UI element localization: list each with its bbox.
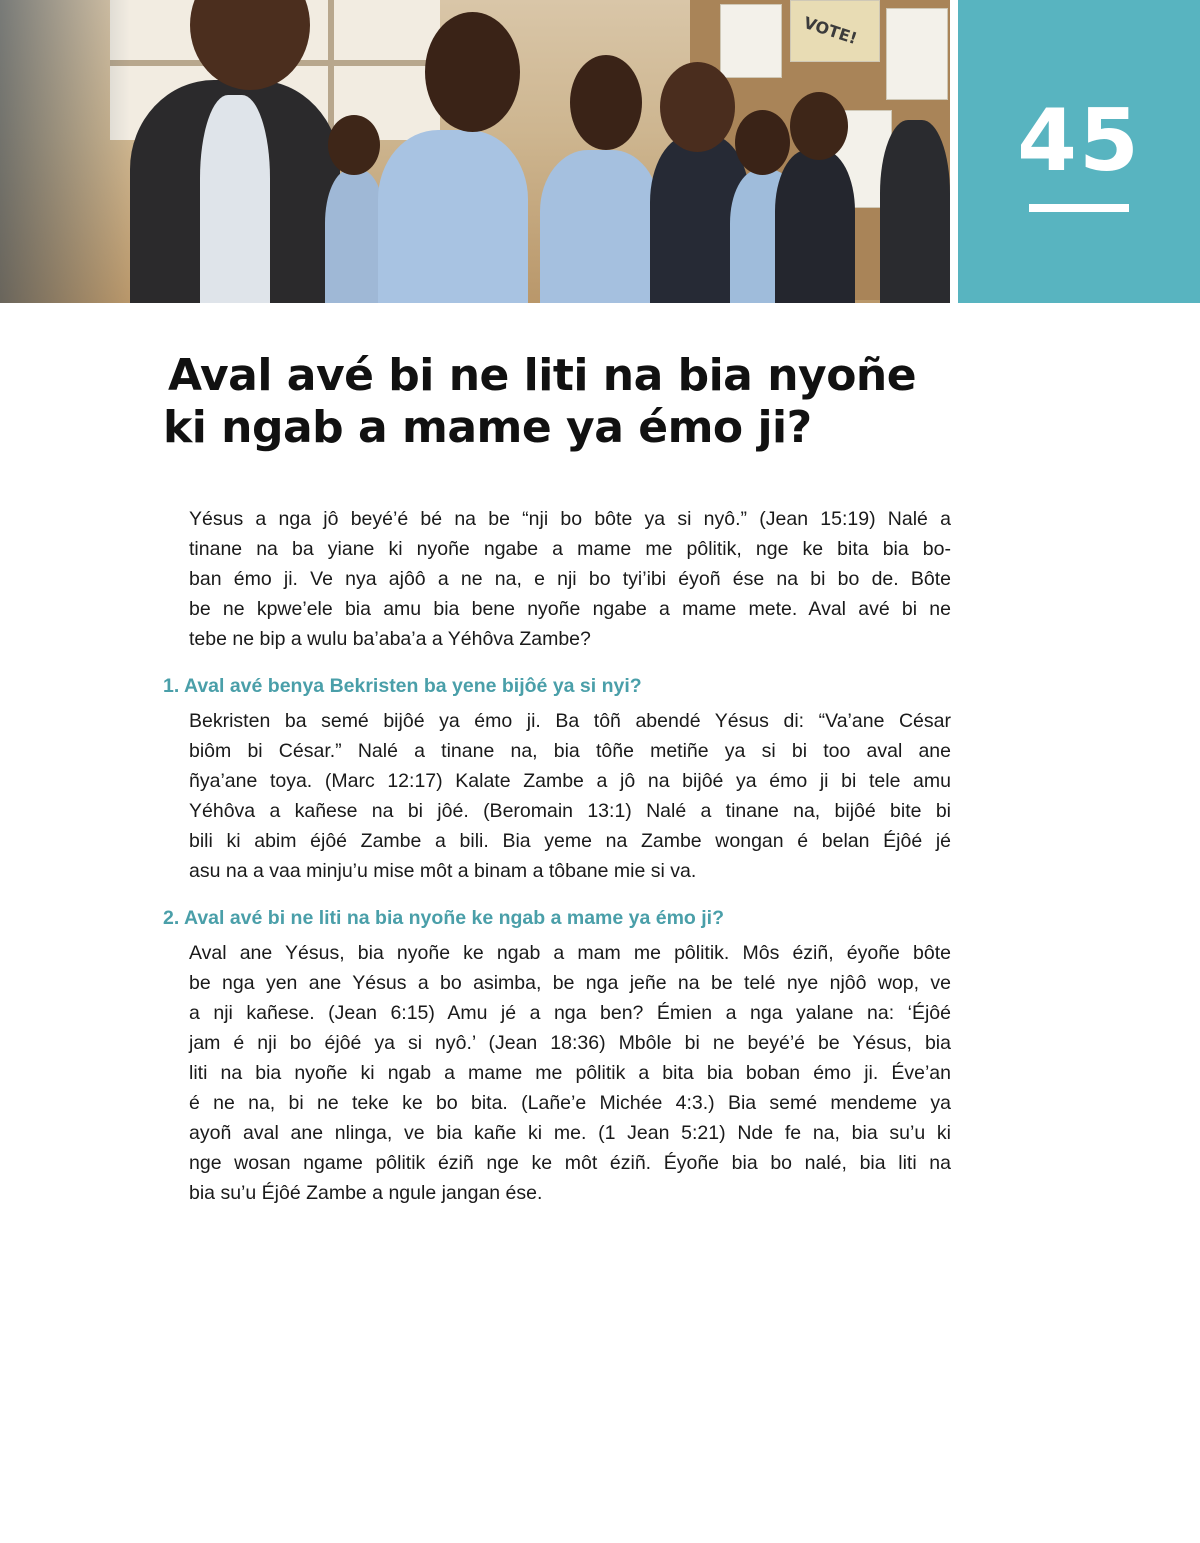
text-line: Yésus a nga jô beyé’é bé na be “nji bo bôte ya si nyô.” (Jean 15:19) Nalé a	[189, 508, 951, 530]
text-line: Bekristen ba semé bijôé ya émo ji. Ba tôñ abendé Yésus di: “Va’ane César	[189, 710, 951, 732]
page-title-line: ki ngab a mame ya émo ji?	[163, 402, 812, 453]
foreground-shadow	[0, 0, 130, 303]
text-line: liti na bia nyoñe ki ngab a mame me pôlitik a bita bia boban émo ji. Éve’an	[189, 1062, 951, 1084]
lesson-number-underline	[1029, 204, 1129, 212]
page-title	[163, 350, 983, 454]
text-line: ñya’ane toya. (Marc 12:17) Kalate Zambe a jô na bijôé ya émo ji bi tele amu	[189, 770, 951, 792]
question-1: 1. Aval avé benya Bekristen ba yene bijôé ya si nyi?	[163, 675, 642, 697]
intro-paragraph	[189, 504, 951, 654]
text-line: é ne na, bi ne teke ke bo bita. (Lañe’e Michée 4:3.) Bia semé mendeme ya	[189, 1092, 951, 1114]
text-line: a nji kañese. (Jean 6:15) Amu jé a nga ben? Émien a nga yalane na: ‘Éjôé	[189, 1002, 951, 1024]
text-line: asu na a vaa minju’u mise môt a binam a tôbane mie si va.	[189, 860, 697, 882]
lesson-number: 45	[1017, 91, 1141, 191]
text-line: tebe ne bip a wulu ba’aba’a a Yéhôva Zambe?	[189, 628, 591, 650]
text-line: biôm bi César.” Nalé a tinane na, bia tôñe metiñe ya si bi too aval ane	[189, 740, 951, 762]
text-line: ayoñ aval ane nlinga, ve bia kañe ki me. (1 Jean 5:21) Nde fe na, bia su’u ki	[189, 1122, 951, 1144]
text-line: be ne kpwe’ele bia amu bia bene nyoñe ngabe a mame mete. Aval avé bi ne	[189, 598, 951, 620]
text-line: be nga yen ane Yésus a bo asimba, be nga jeñe na be telé nye njôô wop, ve	[189, 972, 951, 994]
lesson-number-tab	[958, 0, 1200, 303]
answer-2-paragraph	[189, 938, 951, 1208]
header-photo	[0, 0, 950, 303]
text-line: jam é nji bo éjôé ya si nyô.’ (Jean 18:36) Mbôle bi ne beyé’é be Yésus, bia	[189, 1032, 951, 1054]
text-line: bili ki abim éjôé Zambe a bili. Bia yeme na Zambe wongan é belan Éjôé jé	[189, 830, 951, 852]
answer-1-paragraph	[189, 706, 951, 886]
text-line: ban émo ji. Ve nya ajôô a ne na, e nji bo tyi’ibi éyoñ ése na bi bo de. Bôte	[189, 568, 951, 590]
text-line: nge wosan ngame pôlitik éziñ nge ke môt éziñ. Éyoñe bia bo nalé, bia liti na	[189, 1152, 951, 1174]
text-line: bia su’u Éjôé Zambe a ngule jangan ése.	[189, 1182, 543, 1204]
poster-vote: VOTE!	[801, 12, 860, 49]
text-line: Aval ane Yésus, bia nyoñe ke ngab a mam me pôlitik. Môs éziñ, éyoñe bôte	[189, 942, 951, 964]
text-line: Yéhôva a kañese na bi jôé. (Beromain 13:1) Nalé a tinane na, bijôé bite bi	[189, 800, 951, 822]
question-2: 2. Aval avé bi ne liti na bia nyoñe ke ngab a mame ya émo ji?	[163, 907, 725, 929]
page-title-line: Aval avé bi ne liti na bia nyoñe	[168, 350, 917, 401]
text-line: tinane na ba yiane ki nyoñe ngabe a mame me pôlitik, nge ke bita bia bo-	[189, 538, 951, 560]
